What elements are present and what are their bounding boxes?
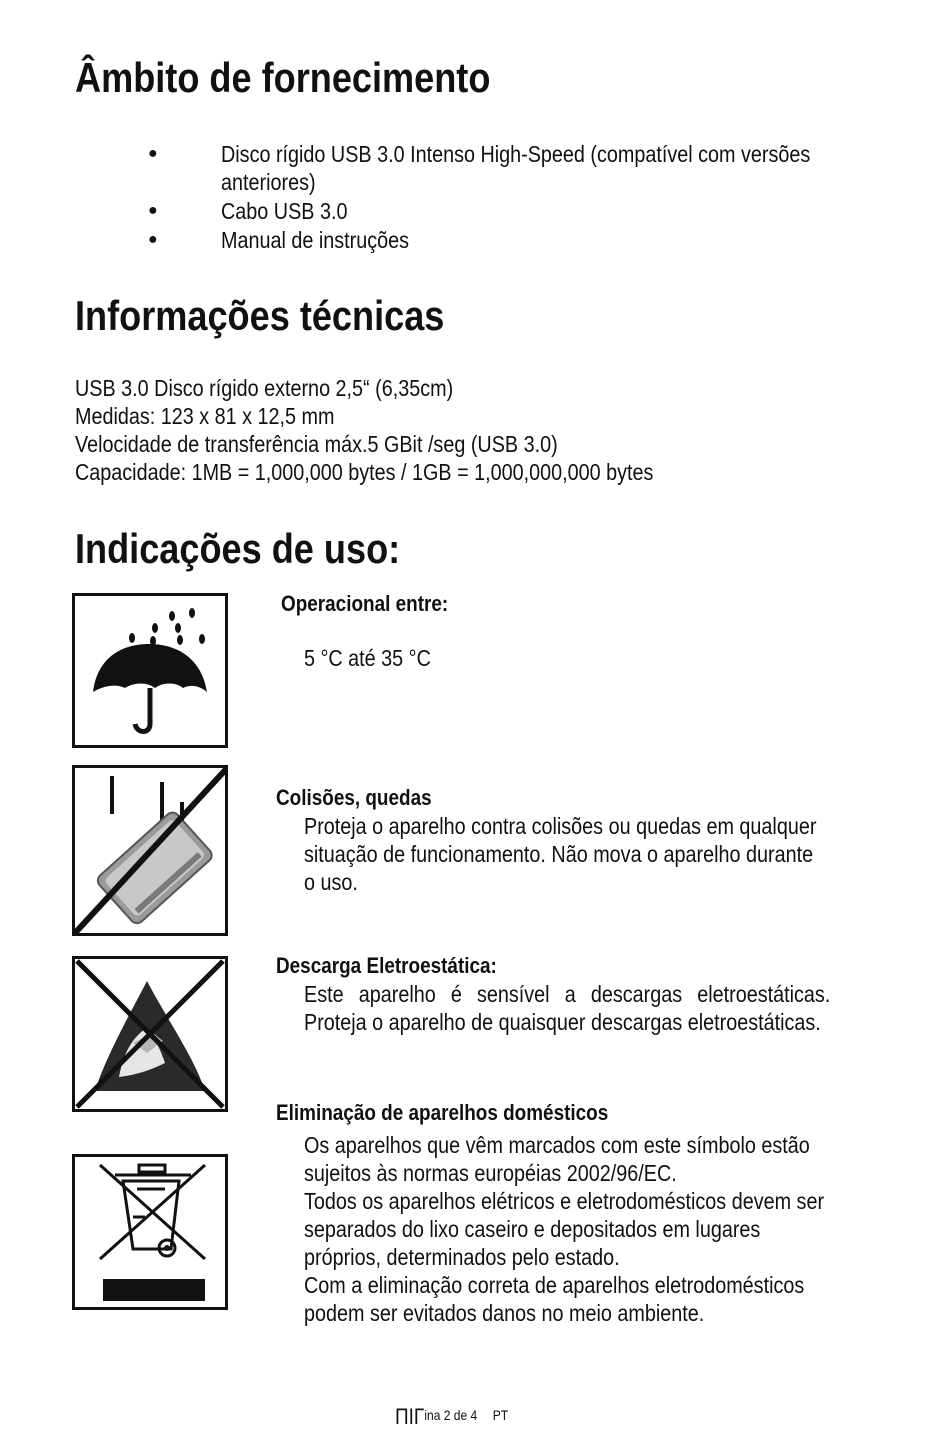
operational-range: 5 °C até 35 °C: [304, 645, 431, 671]
footer-glyph: ΠΙΓ: [395, 1404, 425, 1429]
supply-item-1-line2: anteriores): [221, 169, 316, 195]
page-footer: [395, 1400, 509, 1429]
tech-line-1: USB 3.0 Disco rígido externo 2,5“ (6,35cm): [75, 375, 454, 401]
esd-line-2: Proteja o aparelho de quaisquer descargas eletroestáticas.: [304, 1009, 821, 1035]
disposal-heading: Eliminação de aparelhos domésticos: [276, 1100, 609, 1125]
bullet-icon: ●: [148, 145, 158, 162]
heading-supply: Âmbito de fornecimento: [75, 54, 491, 101]
no-drop-icon: [72, 765, 228, 936]
tech-line-4: Capacidade: 1MB = 1,000,000 bytes / 1GB = 1,000,000,000 bytes: [75, 459, 654, 485]
drops-heading: Colisões, quedas: [276, 785, 432, 810]
disposal-line-1: Os aparelhos que vêm marcados com este símbolo estão: [304, 1132, 810, 1158]
tech-line-2: Medidas: 123 x 81 x 12,5 mm: [75, 403, 335, 429]
esd-warning-icon: [72, 956, 228, 1112]
footer-lang: PT: [492, 1407, 509, 1423]
drops-line-2: situação de funcionamento. Não mova o aparelho durante: [304, 841, 814, 867]
esd-heading: Descarga Eletroestática:: [276, 953, 497, 978]
umbrella-rain-icon: [72, 593, 228, 748]
tech-line-3: Velocidade de transferência máx.5 GBit /seg (USB 3.0): [75, 431, 558, 457]
bullet-icon: ●: [148, 202, 158, 219]
supply-item-2: Cabo USB 3.0: [221, 198, 348, 224]
bullet-icon: ●: [148, 231, 158, 248]
operational-heading: Operacional entre:: [281, 591, 449, 616]
esd-line-1: Este aparelho é sensível a descargas eletroestáticas.: [304, 981, 831, 1007]
disposal-line-5: próprios, determinados pelo estado.: [304, 1244, 620, 1270]
footer-page: ina 2 de 4: [424, 1407, 478, 1423]
drops-line-3: o uso.: [304, 869, 358, 895]
heading-tech: Informações técnicas: [75, 292, 445, 339]
disposal-line-4: separados do lixo caseiro e depositados em lugares: [304, 1216, 761, 1242]
disposal-line-2: sujeitos às normas européias 2002/96/EC.: [304, 1160, 677, 1186]
disposal-line-3: Todos os aparelhos elétricos e eletrodomésticos devem ser: [304, 1188, 825, 1214]
supply-item-3: Manual de instruções: [221, 227, 410, 253]
drops-line-1: Proteja o aparelho contra colisões ou quedas em qualquer: [304, 813, 817, 839]
disposal-line-7: podem ser evitados danos no meio ambiente.: [304, 1300, 705, 1326]
weee-crossed-bin-icon: [72, 1154, 228, 1310]
heading-usage: Indicações de uso:: [75, 525, 401, 572]
supply-item-1-line1: Disco rígido USB 3.0 Intenso High-Speed (compatível com versões: [221, 141, 811, 167]
disposal-line-6: Com a eliminação correta de aparelhos eletrodomésticos: [304, 1272, 805, 1298]
